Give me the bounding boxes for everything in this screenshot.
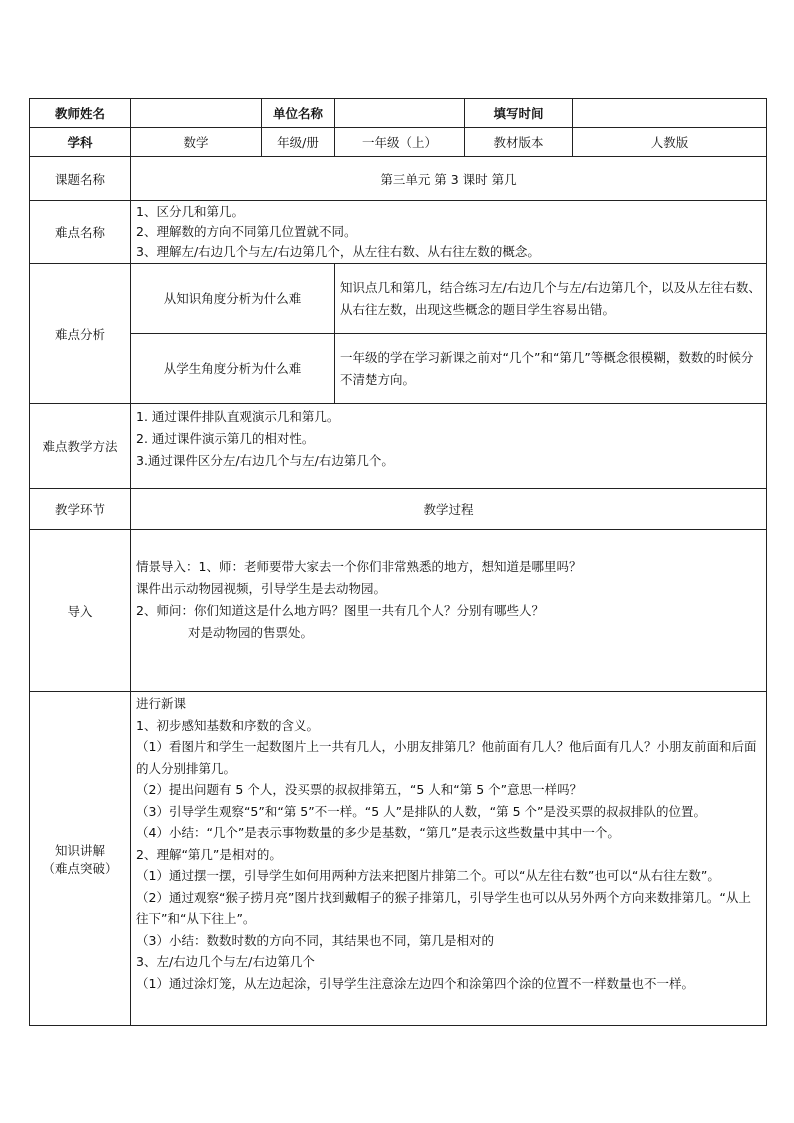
lesson-title-label: 课题名称 [30, 157, 131, 201]
knowledge-angle-paragraph: 知识点几和第几，结合练习左/右边几个与左/右边第几个，以及从左往右数、从右往左数，出现这些概念的题目学生容易出错。 [340, 279, 761, 317]
process-label: 教学过程 [131, 489, 767, 530]
method-line: 3.通过课件区分左/右边几个与左/右边第几个。 [136, 453, 394, 468]
analysis-label: 难点分析 [30, 264, 131, 404]
knowledge-angle-text [335, 264, 767, 334]
edition-value: 人教版 [573, 128, 767, 157]
intro-line: 情景导入：1、师：老师要带大家去一个你们非常熟悉的地方，想知道是哪里吗？ [136, 559, 582, 574]
edition-label: 教材版本 [465, 128, 573, 157]
method-row [30, 404, 767, 489]
process-header-row [30, 489, 767, 530]
lesson-row [30, 157, 767, 201]
unit-name-field[interactable] [335, 99, 465, 128]
knowledge-line: （1）通过摆一摆，引导学生如何用两种方法来把图片排第二个。可以“从左往右数”也可以“从右往左数”。 [136, 868, 720, 883]
knowledge-angle-label: 从知识角度分析为什么难 [131, 264, 335, 334]
knowledge-line: （1）通过涂灯笼，从左边起涂，引导学生注意涂左边四个和涂第四个涂的位置不一样数量也不一样。 [136, 975, 694, 991]
knowledge-line: 3、左/右边几个与左/右边第几个 [136, 954, 315, 969]
grade-label: 年级/册 [262, 128, 335, 157]
analysis-student-row [30, 334, 767, 404]
knowledge-label [30, 692, 131, 1026]
method-label: 难点教学方法 [30, 404, 131, 489]
lesson-title-value: 第三单元 第 3 课时 第几 [131, 157, 767, 201]
knowledge-line: （1）看图片和学生一起数图片上一共有几人，小朋友排第几？他前面有几人？他后面有几人？小朋友前面和后面的人分别排第几。 [136, 739, 757, 776]
knowledge-line: （2）提出问题有 5 个人，没买票的叔叔排第五，“5 人和“第 5 个”意思一样吗？ [136, 782, 583, 797]
unit-name-label: 单位名称 [262, 99, 335, 128]
knowledge-line: 1、初步感知基数和序数的含义。 [136, 717, 319, 733]
method-content [131, 404, 767, 489]
lesson-plan-table [29, 98, 767, 1026]
subject-value: 数学 [131, 128, 262, 157]
intro-row [30, 530, 767, 692]
knowledge-line: 2、理解“第几”是相对的。 [136, 846, 282, 862]
knowledge-line: （3）引导学生观察“5”和“第 5”不一样。“5 人”是排队的人数，“第 5 个”是没买票的叔叔排队的位置。 [136, 803, 706, 819]
difficulty-content [131, 201, 767, 264]
knowledge-label-sub: （难点突破） [42, 860, 118, 876]
student-angle-text [335, 334, 767, 404]
knowledge-line: （4）小结：“几个”是表示事物数量的多少是基数，“第几”是表示这些数量中其中一个。 [136, 825, 620, 840]
knowledge-line: 进行新课 [136, 696, 187, 711]
intro-line: 2、师问：你们知道这是什么地方吗？图里一共有几个人？分别有哪些人？ [136, 603, 544, 618]
student-angle-paragraph: 一年级的学在学习新课之前对“几个”和“第几”等概念很模糊，数数的时候分不清楚方向。 [340, 349, 754, 387]
difficulty-row [30, 201, 767, 264]
intro-label: 导入 [30, 530, 131, 692]
stage-label: 教学环节 [30, 489, 131, 530]
intro-content [131, 530, 767, 692]
student-angle-label: 从学生角度分析为什么难 [131, 334, 335, 404]
difficulty-label: 难点名称 [30, 201, 131, 264]
method-line: 2. 通过课件演示第几的相对性。 [136, 431, 315, 446]
knowledge-line: （3）小结：数数时数的方向不同，其结果也不同，第几是相对的 [136, 932, 494, 948]
difficulty-line: 3、理解左/右边几个与左/右边第几个，从左往右数、从右往左数的概念。 [136, 244, 540, 259]
teacher-name-field[interactable] [131, 99, 262, 128]
difficulty-line: 2、理解数的方向不同第几位置就不同。 [136, 224, 357, 239]
teacher-name-label: 教师姓名 [30, 99, 131, 128]
intro-line: 课件出示动物园视频，引导学生是去动物园。 [136, 581, 387, 596]
info-row [30, 128, 767, 157]
header-row [30, 99, 767, 128]
analysis-knowledge-row [30, 264, 767, 334]
knowledge-row [30, 692, 767, 1026]
knowledge-line: （2）通过观察“猴子捞月亮”图片找到戴帽子的猴子排第几，引导学生也可以从另外两个方向来数排第几。“从上往下”和“从下往上”。 [136, 889, 751, 926]
method-line: 1. 通过课件排队直观演示几和第几。 [136, 409, 340, 424]
knowledge-label-main: 知识讲解 [54, 842, 105, 858]
intro-line: 对是动物园的售票处。 [188, 625, 314, 640]
knowledge-content [131, 692, 767, 1026]
difficulty-line: 1、区分几和第几。 [136, 204, 244, 219]
subject-label: 学科 [30, 128, 131, 157]
grade-value: 一年级（上） [335, 128, 465, 157]
fill-date-field[interactable] [573, 99, 767, 128]
fill-date-label: 填写时间 [465, 99, 573, 128]
